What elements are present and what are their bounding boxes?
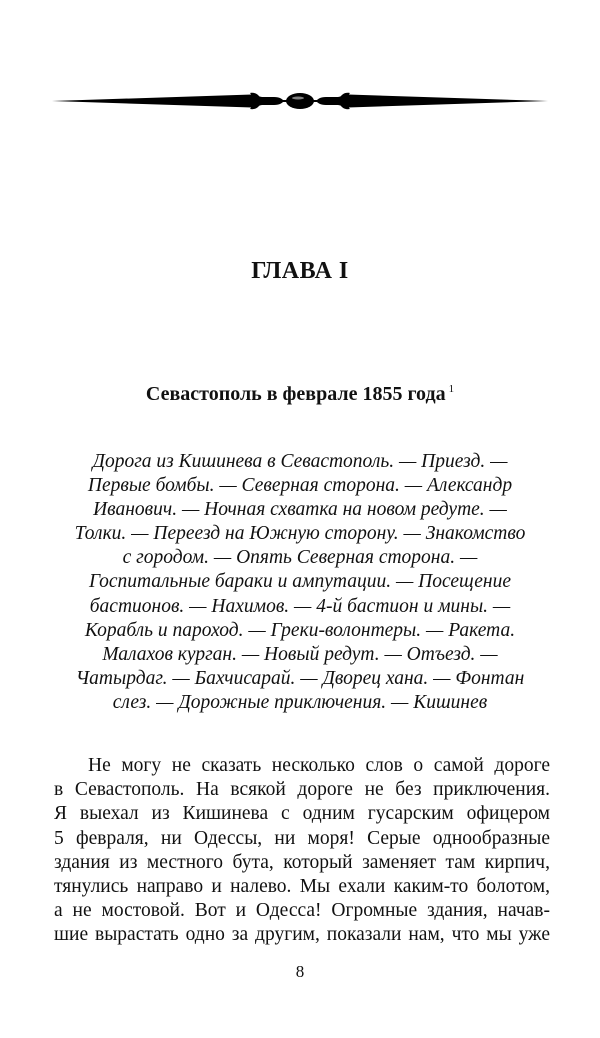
chapter-title: ГЛАВА I: [251, 258, 349, 284]
body-line: тянулись направо и налево. Мы ехали каким-то болотом,: [54, 876, 550, 898]
body-line: шие вырастать одно за другим, показали нам, что мы уже: [54, 924, 550, 946]
synopsis-line: Дорога из Кишинева в Севастополь. — Приезд. —: [92, 451, 508, 472]
body-line: Я выехал из Кишинева с одним гусарским офицером: [54, 803, 550, 825]
synopsis-line: Госпитальные бараки и ампутации. — Посещение: [89, 571, 511, 593]
synopsis-line: Первые бомбы. — Северная сторона. — Александр: [87, 475, 513, 497]
synopsis-line: слез. — Дорожные приключения. — Кишинев: [112, 691, 488, 713]
section-title-text: Севастополь в феврале 1855 года: [145, 383, 446, 405]
chapter-synopsis: [50, 450, 550, 715]
synopsis-line: Корабль и пароход. — Греки-волонтеры. — Ракета.: [84, 619, 516, 641]
synopsis-line: Малахов курган. — Новый редут. — Отъезд. —: [102, 643, 498, 665]
synopsis-line: Толки. — Переезд на Южную сторону. — Знакомство: [74, 523, 526, 545]
synopsis-line: с городом. — Опять Северная сторона. —: [122, 547, 478, 569]
synopsis-line: бастионов. — Нахимов. — 4-й бастион и мины. —: [89, 595, 511, 617]
body-paragraph: [54, 754, 550, 948]
synopsis-line: Чатырдаг. — Бахчисарай. — Дворец хана. — Фонтан: [75, 667, 525, 689]
decorative-rule-icon: [52, 88, 548, 114]
body-line: а не мостовой. Вот и Одесса! Огромные здания, начав-: [54, 900, 550, 922]
footnote-marker[interactable]: 1: [448, 383, 455, 395]
body-line: в Севастополь. На всякой дороге не без приключения.: [54, 779, 550, 801]
body-line: 5 февраля, ни Одессы, ни моря! Серые однообразные: [54, 827, 550, 849]
page-number: 8: [295, 962, 305, 981]
body-line: Не могу не сказать несколько слов о самой дороге: [88, 755, 550, 776]
section-title: [0, 383, 600, 406]
synopsis-line: Иванович. — Ночная схватка на новом редуте. —: [93, 499, 507, 521]
body-line: здания из местного бута, который заменяет там кирпич,: [54, 851, 550, 873]
